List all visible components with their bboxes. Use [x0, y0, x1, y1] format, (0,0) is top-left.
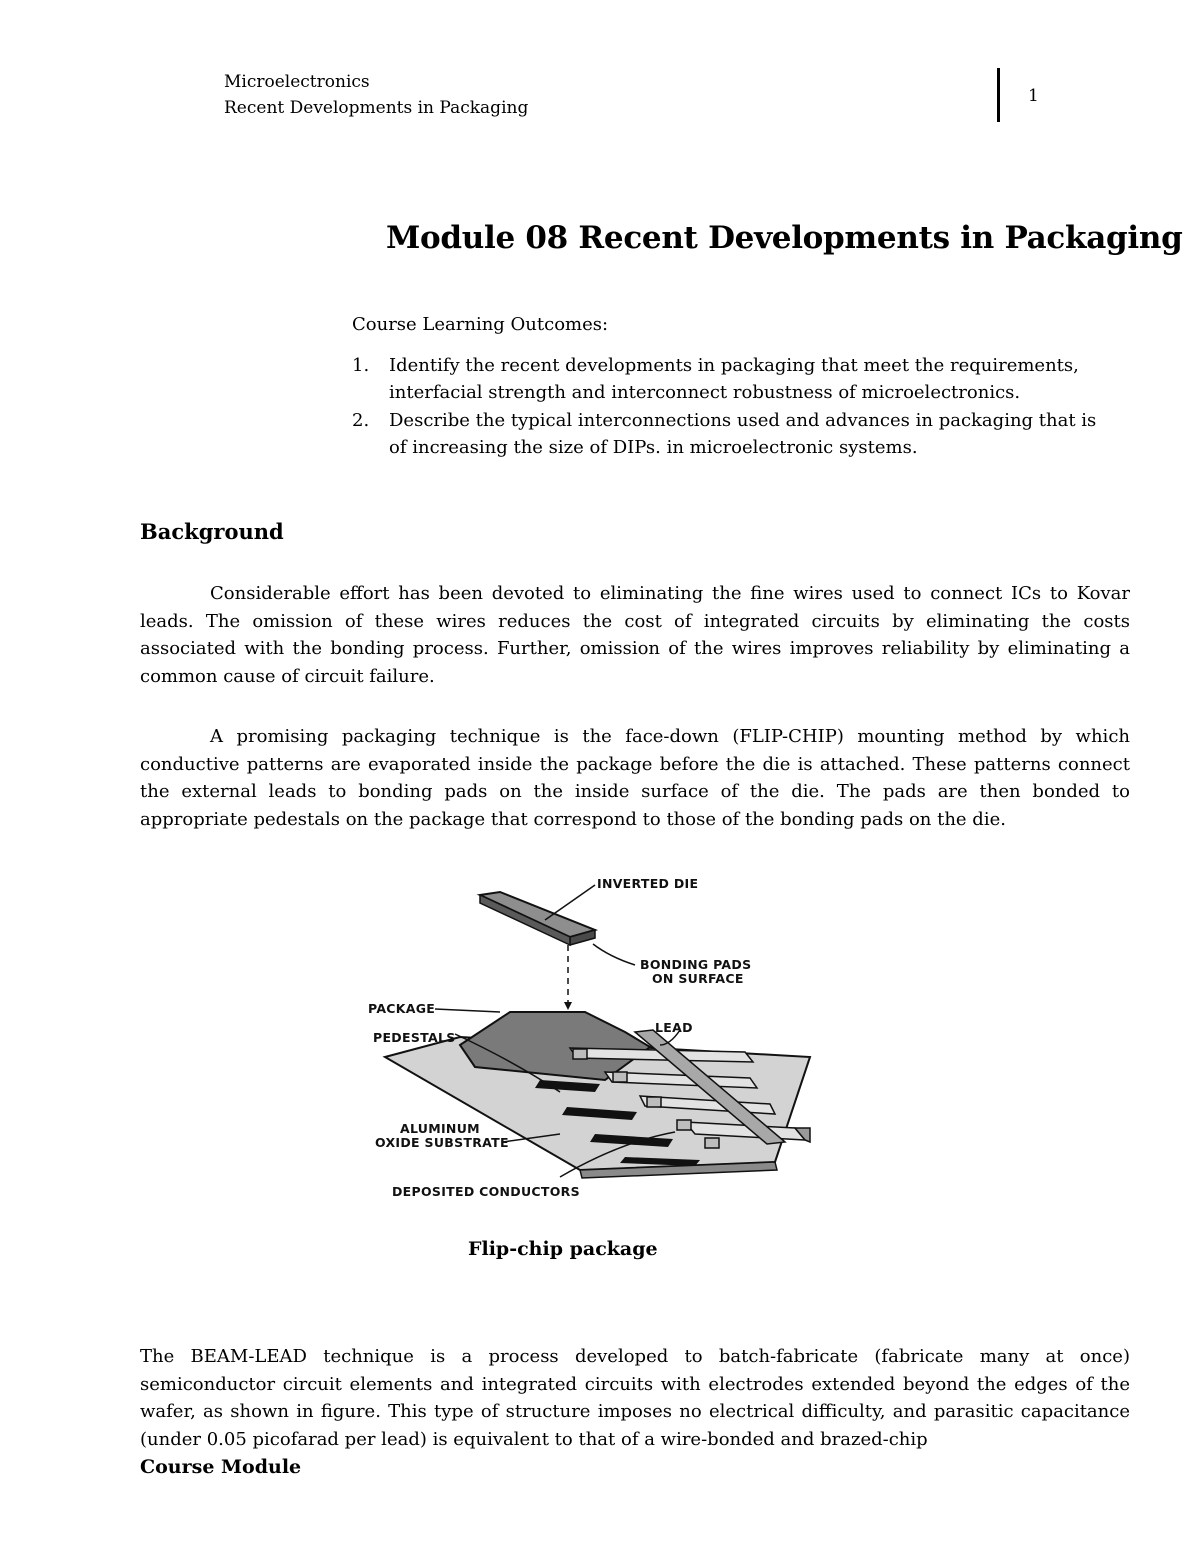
- outcome-item: [352, 352, 1112, 406]
- label-package: PACKAGE: [368, 1001, 436, 1016]
- background-paragraph-1: [140, 580, 1130, 690]
- label-on-surface: ON SURFACE: [652, 971, 744, 986]
- section-heading-background: Background: [140, 519, 284, 544]
- label-pedestals: PEDESTALS: [373, 1030, 456, 1045]
- outcome-number: 2.: [352, 410, 370, 431]
- header-divider: [997, 68, 1000, 122]
- background-paragraph-2: [140, 723, 1130, 833]
- label-deposited-conductors: DEPOSITED CONDUCTORS: [392, 1184, 580, 1199]
- footer-course-module: Course Module: [140, 1456, 302, 1478]
- outcome-text: Describe the typical interconnections used and advances in packaging that is of increasing the size of DIPs. in microelectronic systems.: [389, 410, 1097, 458]
- beam-lead-paragraph: The BEAM-LEAD technique is a process developed to batch-fabricate (fabricate many at once) semiconductor circuit elements and integrated circuits with electrodes extended beyond the edges of the wafer, as shown in figure. This type of structure imposes no electrical difficulty, and parasitic capacitance (under 0.05 picofarad per lead) is equivalent to that of a wire-bonded and brazed-chip: [140, 1346, 1130, 1450]
- paragraph-text: A promising packaging technique is the face-down (FLIP-CHIP) mounting method by which conductive patterns are evaporated inside the package before the die is attached. These patterns connect the external leads to bonding pads on the inside surface of the die. The pads are then bonded to appropriate pedestals on the package that correspond to those of the bonding pads on the die.: [140, 726, 1130, 830]
- header-course-name: Microelectronics: [224, 72, 370, 92]
- outcomes-heading: Course Learning Outcomes:: [352, 314, 609, 335]
- flip-chip-diagram: [355, 862, 825, 1212]
- outcome-number: 1.: [352, 355, 370, 376]
- die-drop-arrow: [564, 1002, 572, 1010]
- page-number: 1: [1028, 86, 1039, 106]
- outcome-item: [352, 407, 1112, 461]
- label-oxide-substrate: OXIDE SUBSTRATE: [375, 1135, 509, 1150]
- paragraph-text: Considerable effort has been devoted to eliminating the fine wires used to connect ICs to Kovar leads. The omission of these wires reduces the cost of integrated circuits by eliminating the costs associated with the bonding process. Further, omission of the wires improves reliability by eliminating a common cause of circuit failure.: [140, 583, 1130, 687]
- outcomes-list: [352, 352, 1112, 462]
- header-module-topic: Recent Developments in Packaging: [224, 98, 529, 118]
- outcome-text: Identify the recent developments in packaging that meet the requirements, interfacial strength and interconnect robustness of microelectronics.: [389, 355, 1079, 403]
- label-aluminum: ALUMINUM: [400, 1121, 480, 1136]
- label-inverted-die: INVERTED DIE: [597, 876, 699, 891]
- label-lead: LEAD: [655, 1020, 693, 1035]
- figure-caption: Flip-chip package: [468, 1238, 658, 1260]
- page-title: Module 08 Recent Developments in Packaging: [386, 220, 1183, 256]
- label-bonding-pads: BONDING PADS: [640, 957, 752, 972]
- flip-chip-figure: [355, 862, 825, 1216]
